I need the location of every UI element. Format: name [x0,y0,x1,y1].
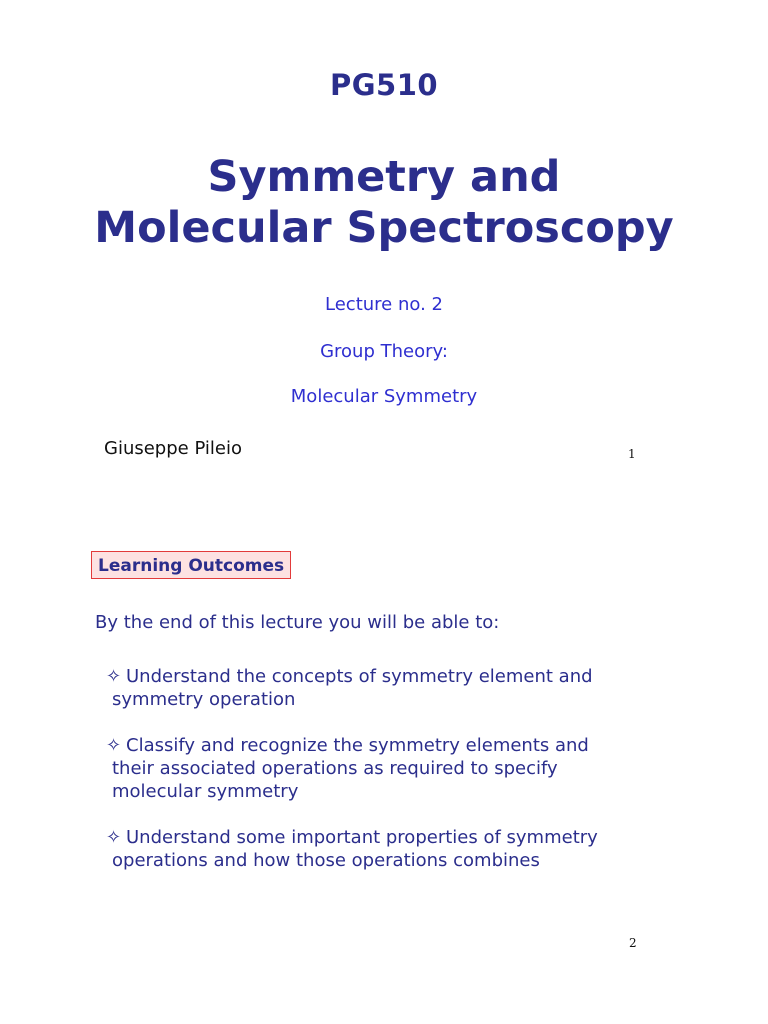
outcome-line: symmetry operation [112,689,296,710]
title-line-1: Symmetry and [207,152,561,202]
outcome-line: Understand the concepts of symmetry element and [126,666,593,687]
outcome-line: their associated operations as required to specify [112,758,558,779]
outcome-item [106,734,646,803]
page-number-2: 2 [629,936,637,950]
topic-line-2: Molecular Symmetry [290,386,478,407]
outcome-item [106,665,646,711]
diamond-star-icon: ✧ [106,827,122,848]
title-line-2: Molecular Spectroscopy [94,203,674,253]
learning-outcomes-heading: Learning Outcomes [91,551,291,579]
outcome-line: Understand some important properties of symmetry [126,827,598,848]
outcome-line: molecular symmetry [112,781,299,802]
outcome-line: Classify and recognize the symmetry elements and [126,735,589,756]
page-number-1: 1 [628,447,636,461]
outcome-line: operations and how those operations combines [112,850,540,871]
intro-text: By the end of this lecture you will be able to: [95,612,500,633]
diamond-star-icon: ✧ [106,735,122,756]
lecture-number: Lecture no. 2 [325,294,443,315]
course-code: PG510 [329,68,439,102]
author-name: Giuseppe Pileio [104,438,243,459]
outcome-item [106,826,646,872]
diamond-star-icon: ✧ [106,666,122,687]
topic-line-1: Group Theory: [320,341,448,362]
